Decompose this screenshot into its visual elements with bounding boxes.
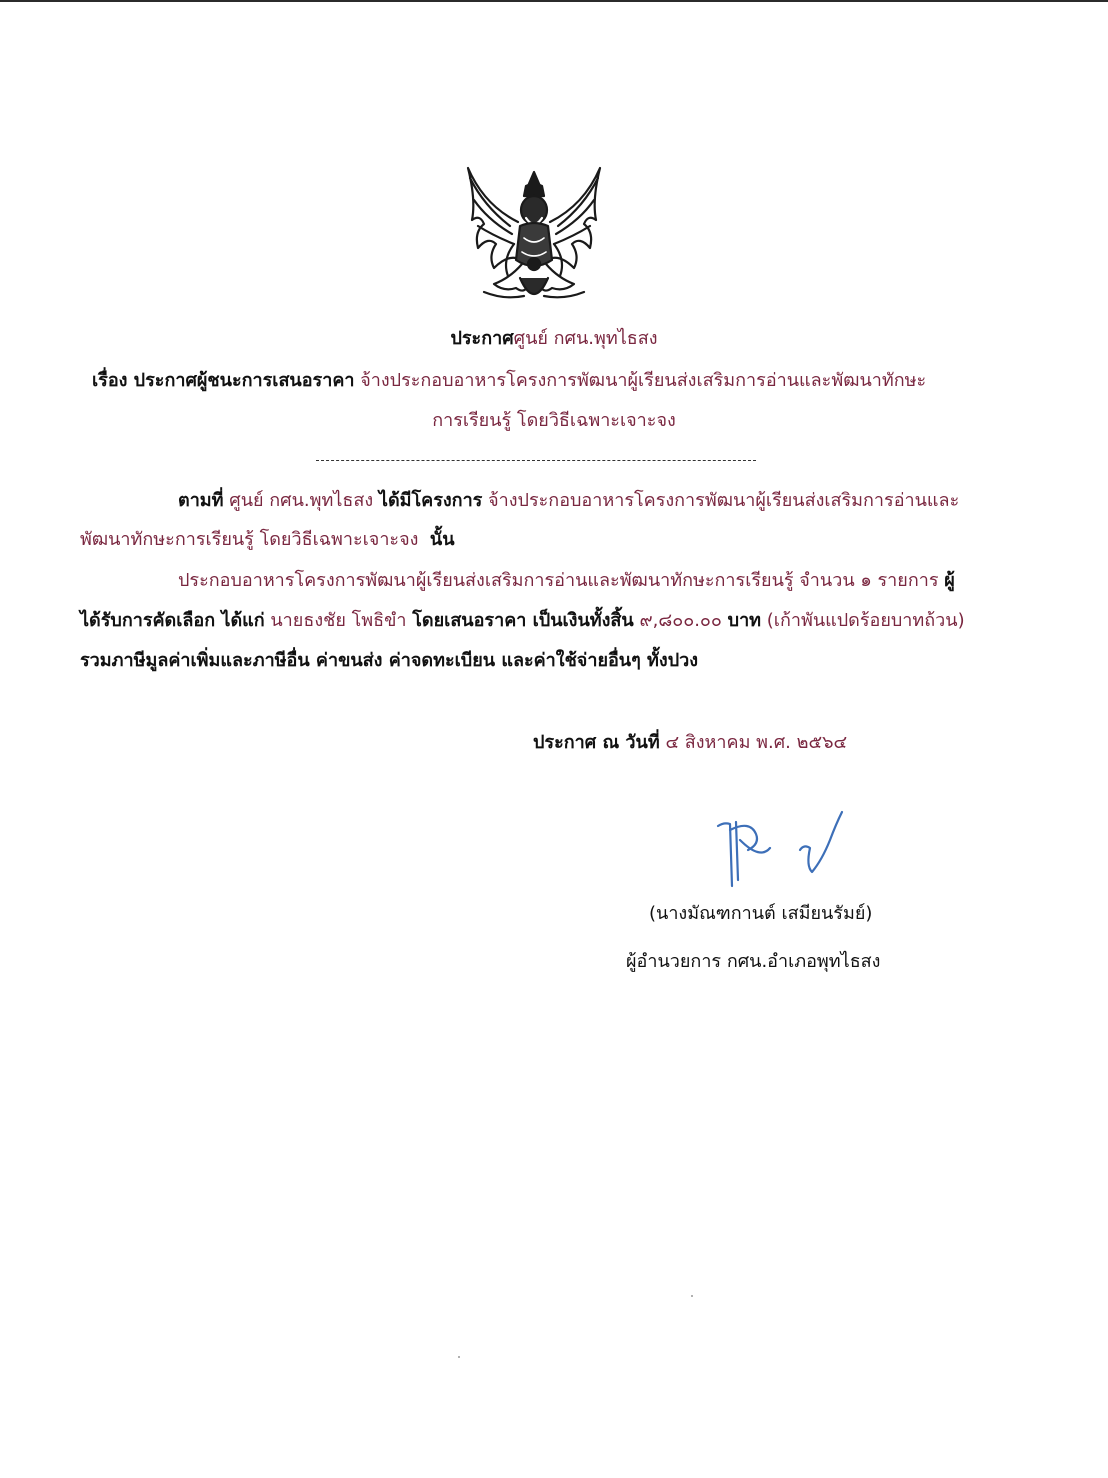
handwritten-signature [700,800,860,895]
announcement-date [533,730,847,756]
p2-amount: ๙,๘๐๐.๐๐ [639,610,722,631]
signatory-position: ผู้อำนวยการ กศน.อำเภอพุทไธสง [626,951,881,972]
date-label: ประกาศ ณ วันที่ [533,732,660,753]
p2-label-1: ได้รับการคัดเลือก ได้แก่ [80,610,265,631]
p2-winner: นายธงชัย โพธิขำ [270,610,407,631]
subject-label: เรื่อง ประกาศผู้ชนะการเสนอราคา [92,370,355,391]
p1-project-2: พัฒนาทักษะการเรียนรู้ โดยวิธีเฉพาะเจาะจง [80,529,419,550]
subject-line-1 [92,368,926,394]
subject-line-2 [0,408,1108,434]
p2-line-3: รวมภาษีมูลค่าเพิ่มและภาษีอื่น ค่าขนส่ง ค่าจดทะเบียน และค่าใช้จ่ายอื่นๆ ทั้งปวง [80,650,699,671]
p2-currency: บาท [727,610,762,631]
p2-amount-words: (เก้าพันแปดร้อยบาทถ้วน) [766,610,965,631]
title-organization: ศูนย์ กศน.พุทไธสง [513,328,658,349]
title-prefix: ประกาศ [450,328,514,349]
p1-organization: ศูนย์ กศน.พุทไธสง [229,490,374,511]
p1-end: นั้น [429,529,455,550]
subject-text-2: การเรียนรู้ โดยวิธีเฉพาะเจาะจง [432,410,676,431]
p1-label-1: ตามที่ [178,490,224,511]
paragraph-2-line-1 [178,568,955,594]
paragraph-2-line-2 [80,608,965,634]
subject-text-1: จ้างประกอบอาหารโครงการพัฒนาผู้เรียนส่งเสริมการอ่านและพัฒนาทักษะ [360,370,927,391]
garuda-emblem-icon [454,160,614,315]
scan-speck [691,1295,693,1297]
paragraph-1-line-2 [80,527,455,553]
date-value: ๔ สิงหาคม พ.ศ. ๒๕๖๔ [665,732,848,753]
paragraph-1-line-1 [178,488,959,514]
section-divider [316,460,756,461]
p2-end-1: ผู้ [944,570,955,591]
signatory-name: (นางมัณฑกานต์ เสมียนรัมย์) [649,903,873,924]
announcement-title [0,326,1108,352]
scan-speck [458,1356,460,1358]
page-top-border [0,0,1108,2]
p2-item: ประกอบอาหารโครงการพัฒนาผู้เรียนส่งเสริมการอ่านและพัฒนาทักษะการเรียนรู้ จำนวน ๑ รายการ [178,570,939,591]
p2-label-2: โดยเสนอราคา เป็นเงินทั้งสิ้น [412,610,634,631]
p1-project-1: จ้างประกอบอาหารโครงการพัฒนาผู้เรียนส่งเสริมการอ่านและ [488,490,960,511]
paragraph-2-line-3 [80,648,698,674]
p1-label-2: ได้มีโครงการ [378,490,483,511]
